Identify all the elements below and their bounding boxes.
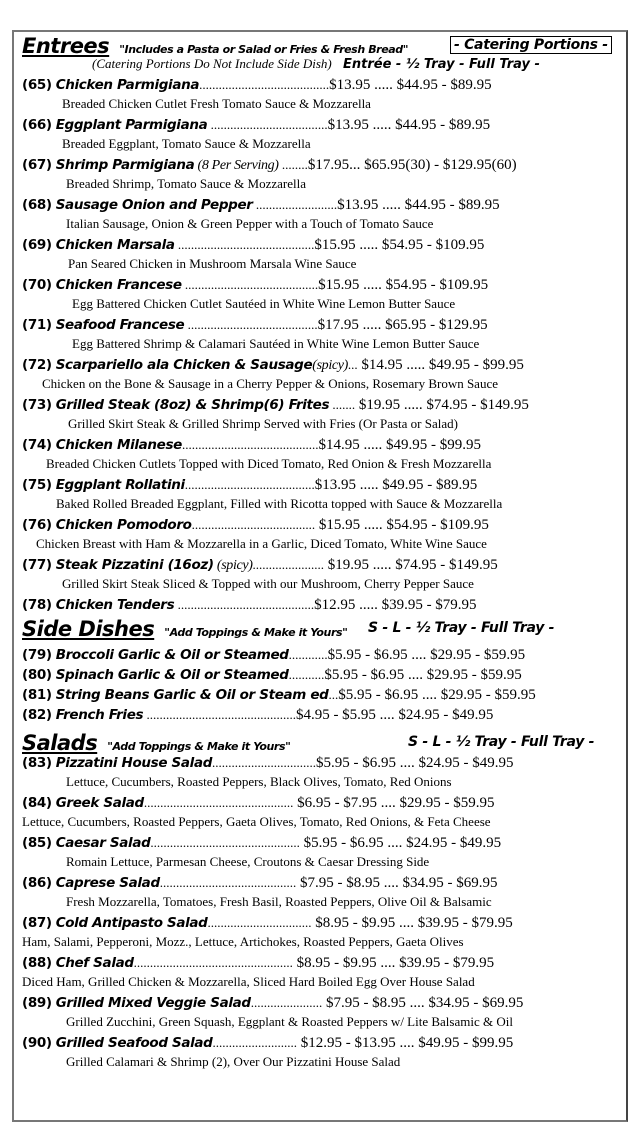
item-extra: (spicy) bbox=[312, 358, 348, 373]
menu-item-row bbox=[22, 595, 614, 615]
menu-item-row bbox=[22, 873, 614, 893]
item-number: (69) bbox=[22, 237, 52, 253]
menu-item-row bbox=[22, 705, 614, 725]
item-leader-dots: ........................................ bbox=[184, 477, 315, 492]
entrees-list bbox=[22, 75, 614, 615]
item-number: (68) bbox=[22, 197, 52, 213]
item-leader-dots: ........ bbox=[278, 157, 308, 172]
menu-item-row bbox=[22, 275, 614, 295]
item-price: $14.95 ..... $49.95 - $99.95 bbox=[357, 357, 524, 373]
item-number: (88) bbox=[22, 955, 52, 971]
item-leader-dots: .......................................... bbox=[174, 597, 315, 612]
item-leader-dots: .......................................... bbox=[181, 437, 319, 452]
item-description: Grilled Skirt Steak Sliced & Topped with our Mushroom, Cherry Pepper Sauce bbox=[62, 576, 474, 591]
item-name: Spinach Garlic & Oil or Steamed bbox=[55, 667, 289, 683]
item-price: $12.95 ..... $39.95 - $79.95 bbox=[314, 597, 477, 613]
item-number: (86) bbox=[22, 875, 52, 891]
item-leader-dots: .................................... bbox=[207, 117, 328, 132]
item-name: Pizzatini House Salad bbox=[55, 755, 213, 771]
item-price: $14.95 ..... $49.95 - $99.95 bbox=[318, 437, 481, 453]
item-name: Chef Salad bbox=[55, 955, 134, 971]
item-leader-dots: ...................................... bbox=[191, 517, 316, 532]
item-leader-dots: .......................... bbox=[212, 1035, 297, 1050]
item-number: (77) bbox=[22, 557, 52, 573]
item-number: (73) bbox=[22, 397, 52, 413]
salads-header bbox=[22, 731, 614, 753]
item-extra: (8 Per Serving) bbox=[194, 158, 279, 173]
salads-list bbox=[22, 753, 614, 1073]
entrees-header bbox=[22, 34, 614, 56]
item-price: $13.95 ..... $49.95 - $89.95 bbox=[314, 477, 478, 493]
menu-item-row bbox=[22, 235, 614, 255]
sides-list bbox=[22, 645, 614, 725]
menu-item-row bbox=[22, 475, 614, 495]
item-name: Grilled Steak (8oz) & Shrimp(6) Frites bbox=[55, 397, 330, 413]
menu-item-row bbox=[22, 395, 614, 415]
item-name: Scarpariello ala Chicken & Sausage bbox=[55, 357, 313, 373]
item-description: Breaded Shrimp, Tomato Sauce & Mozzarella bbox=[66, 176, 306, 191]
item-description: Grilled Zucchini, Green Squash, Eggplant & Roasted Peppers w/ Lite Balsamic & Oil bbox=[66, 1014, 513, 1029]
menu-item-row bbox=[22, 753, 614, 773]
item-name: Grilled Seafood Salad bbox=[55, 1035, 213, 1051]
item-price: $5.95 - $6.95 .... $29.95 - $59.95 bbox=[324, 667, 522, 683]
item-number: (70) bbox=[22, 277, 52, 293]
item-number: (65) bbox=[22, 77, 52, 93]
item-name: Shrimp Parmigiana bbox=[55, 157, 195, 173]
item-name: Broccoli Garlic & Oil or Steamed bbox=[55, 647, 289, 663]
item-description: Egg Battered Chicken Cutlet Sautéed in White Wine Lemon Butter Sauce bbox=[72, 296, 456, 311]
item-description: Egg Battered Shrimp & Calamari Sautéed in White Wine Lemon Butter Sauce bbox=[72, 336, 480, 351]
item-extra: (spicy) bbox=[213, 558, 253, 573]
item-description: Lettuce, Cucumbers, Roasted Peppers, Gaeta Olives, Tomato, Red Onions, & Feta Cheese bbox=[22, 814, 491, 829]
item-leader-dots: ............ bbox=[288, 647, 328, 662]
item-leader-dots: ....... bbox=[329, 397, 356, 412]
sides-title: Side Dishes bbox=[22, 617, 155, 641]
item-price: $4.95 - $5.95 .... $24.95 - $49.95 bbox=[295, 707, 494, 723]
item-description: Grilled Skirt Steak & Grilled Shrimp Served with Fries (Or Pasta or Salad) bbox=[68, 416, 458, 431]
item-leader-dots: ................................................. bbox=[133, 955, 293, 970]
entrees-columns: Entrée - ½ Tray - Full Tray - bbox=[343, 57, 540, 72]
sides-header bbox=[22, 617, 614, 639]
item-number: (74) bbox=[22, 437, 52, 453]
sides-columns: S - L - ½ Tray - Full Tray - bbox=[368, 620, 555, 636]
item-number: (76) bbox=[22, 517, 52, 533]
catering-note: (Catering Portions Do Not Include Side Dish) bbox=[92, 56, 332, 71]
item-leader-dots: ...................... bbox=[250, 995, 323, 1010]
item-price: $8.95 - $9.95 .... $39.95 - $79.95 bbox=[311, 915, 513, 931]
menu-item-row bbox=[22, 913, 614, 933]
item-name: Grilled Mixed Veggie Salad bbox=[55, 995, 251, 1011]
menu-content bbox=[22, 34, 614, 1073]
item-price: $5.95 - $6.95 .... $24.95 - $49.95 bbox=[299, 835, 502, 851]
item-leader-dots: ........................................ bbox=[184, 317, 318, 332]
menu-item-row bbox=[22, 645, 614, 665]
item-number: (81) bbox=[22, 687, 52, 703]
item-leader-dots: .............................................. bbox=[150, 835, 300, 850]
item-number: (89) bbox=[22, 995, 52, 1011]
item-number: (72) bbox=[22, 357, 52, 373]
item-price: $19.95 ..... $74.95 - $149.95 bbox=[355, 397, 529, 413]
menu-item-row bbox=[22, 75, 614, 95]
menu-item-row bbox=[22, 515, 614, 535]
item-name: Eggplant Parmigiana bbox=[55, 117, 208, 133]
item-leader-dots: ... bbox=[347, 357, 358, 372]
item-name: Cold Antipasto Salad bbox=[55, 915, 208, 931]
item-description: Ham, Salami, Pepperoni, Mozz., Lettuce, Artichokes, Roasted Peppers, Gaeta Olives bbox=[22, 934, 464, 949]
item-leader-dots: .......................................... bbox=[174, 237, 315, 252]
item-description: Chicken on the Bone & Sausage in a Cherry Pepper & Onions, Rosemary Brown Sauce bbox=[42, 376, 498, 391]
item-name: Seafood Francese bbox=[55, 317, 185, 333]
item-description: Diced Ham, Grilled Chicken & Mozzarella, Sliced Hard Boiled Egg Over House Salad bbox=[22, 974, 475, 989]
item-price: $12.95 - $13.95 .... $49.95 - $99.95 bbox=[297, 1035, 514, 1051]
item-price: $17.95... $65.95(30) - $129.95(60) bbox=[307, 157, 517, 173]
item-number: (85) bbox=[22, 835, 52, 851]
item-name: Chicken Parmigiana bbox=[55, 77, 200, 93]
menu-item-row bbox=[22, 953, 614, 973]
menu-item-row bbox=[22, 555, 614, 575]
item-name: Sausage Onion and Pepper bbox=[55, 197, 253, 213]
item-price: $5.95 - $6.95 .... $29.95 - $59.95 bbox=[327, 647, 526, 663]
item-price: $15.95 ..... $54.95 - $109.95 bbox=[318, 277, 489, 293]
menu-item-row bbox=[22, 315, 614, 335]
item-leader-dots: .............................................. bbox=[143, 707, 296, 722]
item-price: $15.95 ..... $54.95 - $109.95 bbox=[315, 517, 489, 533]
item-description: Baked Rolled Breaded Eggplant, Filled with Ricotta topped with Sauce & Mozzarella bbox=[56, 496, 503, 511]
item-price: $7.95 - $8.95 .... $34.95 - $69.95 bbox=[296, 875, 498, 891]
item-name: Greek Salad bbox=[55, 795, 144, 811]
item-leader-dots: ......................... bbox=[252, 197, 338, 212]
item-number: (84) bbox=[22, 795, 52, 811]
item-price: $13.95 ..... $44.95 - $89.95 bbox=[329, 77, 492, 93]
salads-title: Salads bbox=[22, 731, 98, 755]
salads-note: "Add Toppings & Make it Yours" bbox=[107, 740, 291, 753]
item-name: Chicken Francese bbox=[55, 277, 182, 293]
item-name: French Fries bbox=[55, 707, 144, 723]
menu-item-row bbox=[22, 685, 614, 705]
item-name: Chicken Pomodoro bbox=[55, 517, 192, 533]
item-description: Lettuce, Cucumbers, Roasted Peppers, Black Olives, Tomato, Red Onions bbox=[66, 774, 452, 789]
menu-item-row bbox=[22, 993, 614, 1013]
item-price: $6.95 - $7.95 .... $29.95 - $59.95 bbox=[293, 795, 495, 811]
item-number: (83) bbox=[22, 755, 52, 771]
item-description: Fresh Mozzarella, Tomatoes, Fresh Basil, Roasted Peppers, Olive Oil & Balsamic bbox=[66, 894, 492, 909]
item-description: Romain Lettuce, Parmesan Cheese, Croutons & Caesar Dressing Side bbox=[66, 854, 430, 869]
item-number: (71) bbox=[22, 317, 52, 333]
item-number: (79) bbox=[22, 647, 52, 663]
item-number: (82) bbox=[22, 707, 52, 723]
item-number: (75) bbox=[22, 477, 52, 493]
item-number: (67) bbox=[22, 157, 52, 173]
sides-note: "Add Toppings & Make it Yours" bbox=[164, 626, 348, 639]
item-price: $19.95 ..... $74.95 - $149.95 bbox=[324, 557, 498, 573]
menu-item-row bbox=[22, 195, 614, 215]
item-number: (66) bbox=[22, 117, 52, 133]
menu-item-row bbox=[22, 155, 614, 175]
catering-subheader bbox=[22, 56, 614, 75]
item-price: $13.95 ..... $44.95 - $89.95 bbox=[327, 117, 491, 133]
entrees-note: "Includes a Pasta or Salad or Fries & Fresh Bread" bbox=[119, 43, 409, 56]
item-name: String Beans Garlic & Oil or Steam ed bbox=[55, 687, 329, 703]
salads-columns: S - L - ½ Tray - Full Tray - bbox=[408, 734, 595, 750]
item-description: Chicken Breast with Ham & Mozzarella in a Garlic, Diced Tomato, White Wine Sauce bbox=[36, 536, 487, 551]
item-leader-dots: .............................................. bbox=[143, 795, 294, 810]
item-price: $8.95 - $9.95 .... $39.95 - $79.95 bbox=[292, 955, 495, 971]
item-number: (90) bbox=[22, 1035, 52, 1051]
item-leader-dots: .......................................... bbox=[159, 875, 297, 890]
item-number: (87) bbox=[22, 915, 52, 931]
item-name: Eggplant Rollatini bbox=[55, 477, 185, 493]
menu-item-row bbox=[22, 115, 614, 135]
menu-item-row bbox=[22, 355, 614, 375]
item-name: Caesar Salad bbox=[55, 835, 151, 851]
item-leader-dots: ...................... bbox=[252, 557, 325, 572]
item-description: Italian Sausage, Onion & Green Pepper with a Touch of Tomato Sauce bbox=[66, 216, 434, 231]
menu-item-row bbox=[22, 833, 614, 853]
item-leader-dots: ... bbox=[328, 687, 339, 702]
item-price: $13.95 ..... $44.95 - $89.95 bbox=[337, 197, 500, 213]
item-description: Grilled Calamari & Shrimp (2), Over Our Pizzatini House Salad bbox=[66, 1054, 401, 1069]
item-leader-dots: ................................ bbox=[212, 755, 317, 770]
item-name: Caprese Salad bbox=[55, 875, 160, 891]
item-name: Steak Pizzatini (16oz) bbox=[55, 557, 214, 573]
menu-item-row bbox=[22, 793, 614, 813]
item-leader-dots: ......................................... bbox=[181, 277, 319, 292]
item-leader-dots: ................................ bbox=[207, 915, 312, 930]
menu-item-row bbox=[22, 1033, 614, 1053]
item-name: Chicken Milanese bbox=[55, 437, 182, 453]
catering-portions-label: - Catering Portions - bbox=[450, 36, 612, 54]
item-price: $15.95 ..... $54.95 - $109.95 bbox=[314, 237, 485, 253]
item-price: $5.95 - $6.95 .... $24.95 - $49.95 bbox=[316, 755, 514, 771]
item-name: Chicken Marsala bbox=[55, 237, 175, 253]
item-name: Chicken Tenders bbox=[55, 597, 175, 613]
item-price: $5.95 - $6.95 .... $29.95 - $59.95 bbox=[338, 687, 536, 703]
item-leader-dots: ........... bbox=[288, 667, 325, 682]
entrees-title: Entrees bbox=[22, 34, 110, 58]
item-leader-dots: ........................................ bbox=[199, 77, 330, 92]
item-description: Breaded Eggplant, Tomato Sauce & Mozzarella bbox=[62, 136, 311, 151]
item-description: Breaded Chicken Cutlets Topped with Diced Tomato, Red Onion & Fresh Mozzarella bbox=[46, 456, 492, 471]
menu-item-row bbox=[22, 665, 614, 685]
item-number: (78) bbox=[22, 597, 52, 613]
menu-item-row bbox=[22, 435, 614, 455]
item-description: Pan Seared Chicken in Mushroom Marsala Wine Sauce bbox=[68, 256, 357, 271]
item-price: $7.95 - $8.95 .... $34.95 - $69.95 bbox=[322, 995, 524, 1011]
item-number: (80) bbox=[22, 667, 52, 683]
item-description: Breaded Chicken Cutlet Fresh Tomato Sauce & Mozzarella bbox=[62, 96, 371, 111]
item-price: $17.95 ..... $65.95 - $129.95 bbox=[317, 317, 488, 333]
